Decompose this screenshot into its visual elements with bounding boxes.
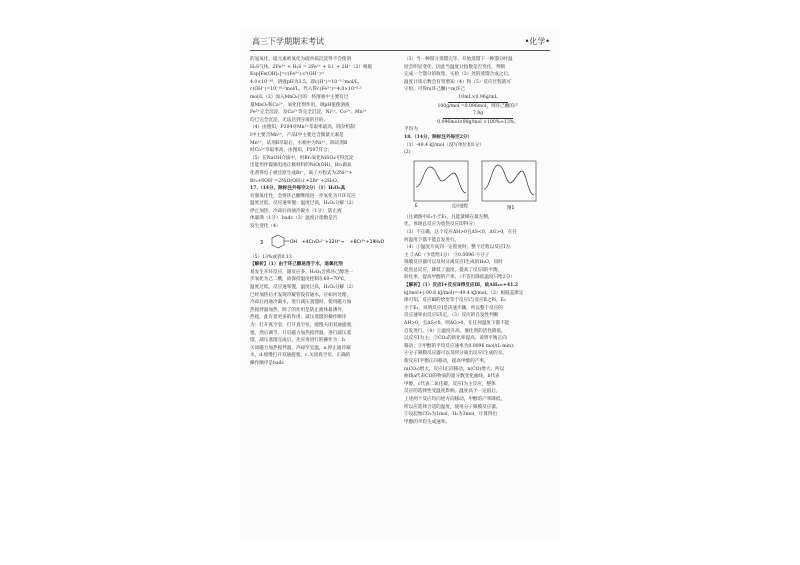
text-line: 曲线a代表CO的物质的量分数变化曲线，b代表 (404, 374, 500, 380)
energy-profile-figure (412, 159, 544, 211)
text-line: 所以应选择合适的温度，使用分子筛膜反应器。 (404, 404, 501, 410)
text-line: 化剂得电子被还原生成Br⁻，离子方程式为2Ni²⁺+ (250, 170, 353, 176)
header-title: 高三下学期期末考试 (252, 37, 324, 46)
text-line: 塞，然后调节，开启磁力加热搅拌器，进行减压蒸 (250, 330, 352, 336)
text-line: 完成一个馏分的收集，实验（3）处的蒸馏合成之后， (404, 72, 513, 78)
structure-oh-label: OH (290, 239, 297, 245)
text-line: 【解析】（1）反应Ⅰ+反应Ⅱ得反应Ⅲ，故ΔH₃=+41.2 (404, 283, 519, 289)
header-rule (250, 50, 550, 51)
text-line: 发生变化（4） (250, 224, 281, 230)
text-line: 以反应Ⅰ为主；②CO₂的转化率提高，说明平衡正向 (404, 336, 507, 342)
text-line: 操作顺序是badc (250, 360, 285, 366)
text-line: 守恒，可得n(环己酮)=n(环己 (404, 87, 466, 93)
formula-result-2: ×100%≈13%。 (483, 119, 519, 125)
text-line: 【解析】（1）由于环己醇易溶于水，退氧化剂 (250, 262, 343, 268)
text-line: 均已完全沉淀，无法达到分离的目的； (250, 117, 329, 123)
text-line: 停止加热，冷却后再通冷凝水（1分） 防止液 (250, 208, 342, 214)
text-line: (2) (404, 150, 411, 156)
text-line: ④分子筛膜反应器可以及时分离出反应Ⅰ生成的水， (404, 351, 507, 357)
right-column (404, 56, 552, 426)
text-line: 促进总反应，降低了温度，提高了反应Ⅰ的平衡， (404, 267, 503, 273)
text-line: 自发进行。（4）①温度升高，催化剂的活性降低， (404, 328, 506, 334)
text-line: （5）在NaOH介质中，用Br₂氧化NiSO₄可得沉淀 (250, 155, 354, 161)
text-line: （4）①温度升高到一定程度时，整个过程以反应Ⅰ为 (404, 245, 510, 251)
text-line: 量MnO₂和Ca²⁺，氧化化剂作用，调pH值使溶液 (250, 102, 350, 108)
structure-coef: 3 (260, 239, 264, 246)
text-line: n(CO₂)增大，反应Ⅰ正向移动，n(CO)增大，所以 (404, 366, 505, 372)
exam-answer-page (240, 30, 560, 540)
text-line: Ⅰ中主要含Mn²⁺，产品Ⅰ中主要还含微量元素是 (250, 132, 344, 138)
text-line: Br₂+6OH⁻=2NiO(OH)↓+2Br⁻+2H₂O。 (250, 178, 342, 184)
text-line: 小于E₁，说明反应Ⅰ是决速步骤，所以整个反应的 (404, 305, 503, 311)
text-line: 甲醇的平均生成速率。 (404, 419, 450, 425)
text-line: 反应的选择性受温度影响，温度高于一定值后， (404, 389, 501, 395)
text-line: 反应速率由反应Ⅰ决定，（3）反应的自发性判断 (404, 313, 499, 319)
text-line: （3）不正确，这个反应ΔH>0且ΔS<0，ΔG>0，在任 (404, 229, 517, 235)
text-line: 4.0×10⁻³⁸，溶液pH为3.5，即c(H⁺)=10⁻³·⁵mol/L， (250, 79, 363, 85)
text-line: 律可知，反应Ⅲ的焓变等于反应Ⅰ与反应Ⅱ之和，E₂ (404, 298, 506, 304)
text-line: 上述两个反应均向逆方向移动，甲醇的产率降低， (404, 396, 506, 402)
text-line: 17.（14分，除标注外每空2分）（1）H₂O₂具 (250, 186, 346, 192)
text-line: （注调图中E₂小于E₁，且能量峰在最左侧， (404, 214, 493, 220)
text-line: ③设起始CO₂为1mol，H₂为3mol，计算得出 (404, 412, 498, 418)
text-line: 出能用作镍锡电池正极材料的NiO(OH)，Br₂做氧 (250, 163, 352, 169)
formula-numerator-2: 7.8g (472, 111, 484, 117)
text-line: 18.（14分，除标注外每空2分） (404, 134, 473, 140)
text-line: 关闭磁力加热搅拌器，冷却至室温，a.停止通冷凝 (250, 345, 351, 351)
text-line: 易发生开环反应，副反应多，H₂O₂会将环己醇进一 (250, 269, 354, 275)
formula-numerator-1: 10mL×0.96g/mL (458, 94, 498, 100)
text-line: 甲醇，c代表二氧化碳，反应Ⅰ为主反应，整体 (404, 381, 496, 387)
text-line: 时Co²⁺萃取率高，由图知，P507符合； (250, 148, 333, 154)
text-line: 水，d.缓慢打开双通旋塞，c.关闭真空泵，正确的 (250, 353, 351, 359)
figure-axis-label-x: 反应进程 (452, 202, 468, 208)
text-line: kJ/mol+(-90.6 kJ/mol)=-49.4 kJ/mol。（2）根据盖斯定 (404, 290, 524, 296)
text-line: H₂S气体，2Fe³⁺ + H₂S = 2Fe²⁺ + S↓ + 2H⁺（2）根据 (250, 64, 373, 70)
text-line: 化，体现总反应为放热反应即得分） (404, 222, 478, 228)
figure-axis-label-y: E (415, 202, 418, 208)
text-line: 已经加热后才发现冷凝管没有通水，应如何处理， (250, 292, 352, 298)
yield-formula (404, 94, 552, 126)
text-line: 温度过低，反应速率慢；温度过高，H₂O₂分解（2） (250, 201, 357, 207)
page-header (252, 36, 550, 50)
figure-caption: 图1 (507, 205, 515, 211)
text-line: 馏，减压蒸馏完成后，先应再进行的操作为：b. (250, 338, 347, 344)
text-line: mol/L（3）加入MnO₂目的：将溶液中主要有过 (250, 94, 349, 100)
header-subject: •化学• (524, 37, 550, 46)
formula-denominator-2: 0.096mol×98g/mol (437, 119, 482, 125)
text-line: 体暴沸（1分） badc（3）温度计指数是否 (250, 216, 338, 222)
formula-denominator-1: 100g/mol (437, 103, 460, 109)
structure-products: +8Cr³⁺+19H₂O (350, 239, 385, 245)
text-line: 何温度下都不能自发进行。 (404, 237, 460, 243)
text-line: ΔH>0，且ΔS<0，则ΔG>0，在任何温度下都不能 (404, 321, 510, 327)
text-line: 筛膜反应器可以及时分离反应Ⅰ生成的H₂O，同时 (404, 260, 503, 266)
text-line: 的氢氧化，硫元素被氧化为硫单质沉淀得不会使溶 (250, 57, 352, 62)
text-line: （1）-49.4 kJ/mol（没写单位扣1分） (404, 142, 484, 148)
energy-curve-right (484, 165, 534, 195)
text-line: 为：打开真空泵，打开真空泵，缓慢关闭双通旋塞， (250, 323, 356, 328)
formula-result-1: =0.096mol，则环己酮的产 (460, 103, 519, 109)
left-column (250, 56, 398, 368)
text-line: 温度过低，反应速率慢，温度过高，H₂O₂分解（2） (250, 285, 357, 291)
text-line: 平均为 (404, 127, 418, 133)
text-line: 使反应Ⅰ平衡正向移动，提高甲醇的产率。 (404, 359, 489, 364)
text-line: 温度计读示数会有突增知（4）和（5）反应过程就可 (404, 79, 511, 85)
text-line: 度会明显变化，因此当温度计指数是否变化，判断 (404, 64, 506, 70)
text-line: Ksp[Fe(OH)₃]=c(Fe³⁺)·c³(OH⁻)= (250, 72, 325, 78)
text-line: c(OH⁻)=10⁻¹⁰·⁵mol/L，代入得c(Fe³⁺)=4.0×10⁻⁶·⁵ (250, 87, 362, 93)
text-line: （4）由图知，P204对Mn²⁺萃取率最高，除杂机制 (250, 125, 355, 131)
text-line: 热搅，此有着更多的作用；减压蒸馏的操作顺序 (250, 315, 347, 321)
text-line: 转化率，提高甲醇的产率。（不答出降低温度只给2分） (404, 275, 515, 281)
text-line: 主 ②AC（少选给1分） ③0.0096 ④分子 (404, 252, 490, 258)
text-line: 移动；③甲醇的平均反应速率为0.0096 mol/(L·min)； (404, 343, 518, 349)
text-line: （5）13%或者0.13 (250, 254, 292, 260)
text-line: 热搅拌器加热，除了的作用是防止液体暴沸外， (250, 307, 347, 313)
energy-curve-left (416, 167, 466, 193)
text-line: Mn²⁺，试剂B萃取后，水相中为Ni²⁺，除试剂B (250, 140, 348, 146)
text-line: Fe³⁺完全沉淀，及Ca²⁺等完全沉淀，Ni²⁺、Co²⁺、Mn²⁺ (250, 110, 367, 116)
structure-reagents: +4Cr₂O₇²⁻+32H⁺→ (302, 239, 344, 245)
cyclohexane-ring (272, 235, 284, 248)
reaction-structure (258, 233, 396, 251)
text-line: 冷却后再通冷凝水，进行减压蒸馏时，使用磁力加 (250, 300, 352, 306)
text-line: 步氧化为己二酸，故保持温度控制在60~70℃， (250, 277, 349, 283)
energy-plot-right-frame (482, 161, 536, 201)
text-line: （3）当一种馏分蒸馏完毕，开始蒸馏下一种馏分时温 (404, 57, 513, 62)
text-line: 有强氧化性，会将环己酮继续进一步氧化为开环反应 (250, 193, 356, 199)
